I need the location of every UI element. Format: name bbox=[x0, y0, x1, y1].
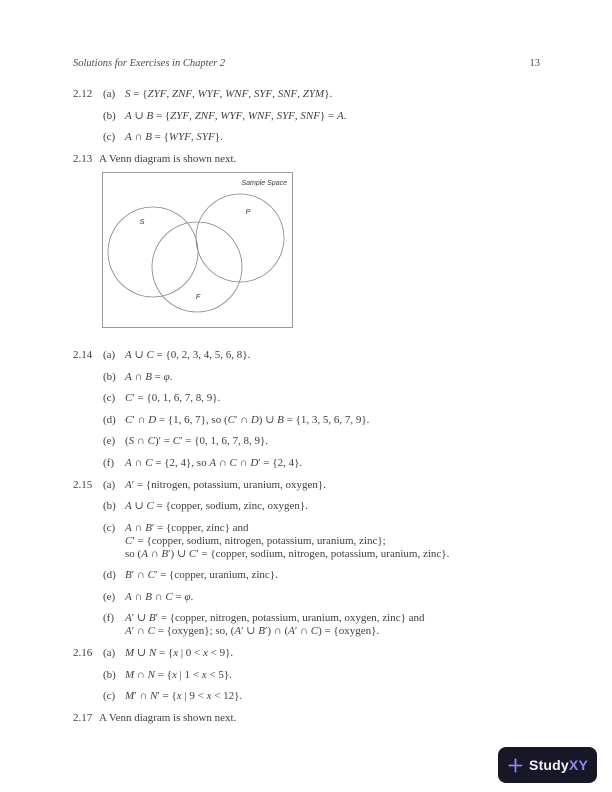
plus-icon bbox=[507, 757, 524, 774]
item-label: (c) bbox=[103, 521, 116, 534]
item-label: (a) bbox=[103, 88, 116, 100]
item-label: (b) bbox=[103, 668, 116, 681]
item-content bbox=[125, 392, 540, 405]
item-label: (f) bbox=[103, 456, 114, 469]
venn-label-p: P bbox=[245, 207, 251, 216]
item-label: (c) bbox=[103, 690, 116, 702]
item-content bbox=[125, 591, 540, 604]
exercise-body bbox=[99, 349, 540, 470]
math-line: B′ ∩ C′ = {copper, uranium, zinc}. bbox=[125, 569, 278, 581]
page-header bbox=[73, 57, 540, 70]
running-header-title: Solutions for Exercises in Chapter 2 bbox=[73, 58, 226, 69]
item-content bbox=[125, 690, 540, 703]
solution-item bbox=[99, 647, 540, 660]
exercise-number: 2.14 bbox=[73, 349, 93, 361]
venn-label-f: F bbox=[195, 292, 201, 301]
math-line: A′ ∪ B′ = {copper, nitrogen, potassium, uranium, oxygen, zinc} and bbox=[125, 612, 425, 624]
item-content bbox=[125, 349, 540, 362]
item-content bbox=[125, 435, 540, 448]
exercise-2.13 bbox=[73, 153, 540, 340]
exercise-number: 2.15 bbox=[73, 478, 93, 491]
solution-item bbox=[99, 669, 540, 682]
item-content bbox=[125, 500, 540, 513]
solution-item bbox=[99, 414, 540, 427]
item-label: (a) bbox=[103, 349, 116, 361]
math-line: so (A ∩ B′) ∪ C′ = {copper, sodium, nitrogen, potassium, uranium, zinc}. bbox=[125, 547, 450, 560]
math-line: M′ ∩ N′ = {x | 9 < x < 12}. bbox=[125, 690, 243, 702]
exercise-body bbox=[99, 88, 540, 144]
exercise-number: 2.13 bbox=[73, 153, 93, 165]
solution-item bbox=[99, 479, 540, 492]
math-line: M ∩ N = {x | 1 < x < 5}. bbox=[125, 668, 232, 681]
solution-item bbox=[99, 457, 540, 470]
venn-diagram-svg bbox=[102, 172, 293, 328]
exercise-body bbox=[99, 479, 540, 639]
item-content bbox=[125, 669, 540, 682]
item-label: (b) bbox=[103, 370, 116, 383]
exercise-body bbox=[99, 712, 540, 725]
math-line: C′ = {0, 1, 6, 7, 8, 9}. bbox=[125, 392, 221, 404]
exercise-2.12 bbox=[73, 88, 540, 144]
exercise-2.16 bbox=[73, 647, 540, 703]
solution-item bbox=[99, 569, 540, 582]
solution-item bbox=[99, 522, 540, 561]
exercise-2.14 bbox=[73, 349, 540, 470]
item-label: (d) bbox=[103, 413, 116, 426]
item-label: (a) bbox=[103, 647, 116, 659]
math-line: A′ ∩ C = {oxygen}; so, (A′ ∪ B′) ∩ (A′ ∩ C) = {oxygen}. bbox=[125, 625, 380, 637]
item-label: (c) bbox=[103, 392, 116, 404]
math-line: M ∪ N = {x | 0 < x < 9}. bbox=[125, 647, 234, 659]
item-content bbox=[125, 647, 540, 660]
solution-item bbox=[99, 591, 540, 604]
item-content bbox=[125, 414, 540, 427]
exercise-2.15 bbox=[73, 479, 540, 639]
item-content bbox=[125, 479, 540, 492]
venn-diagram-figure bbox=[102, 172, 293, 328]
venn-circle-p bbox=[196, 194, 284, 282]
solution-item bbox=[99, 435, 540, 448]
exercise-number: 2.16 bbox=[73, 647, 93, 659]
math-line: A ∩ B = {WYF, SYF}. bbox=[125, 131, 223, 143]
solution-item bbox=[99, 371, 540, 384]
solution-item bbox=[99, 131, 540, 144]
studyxy-logo-badge bbox=[498, 747, 597, 783]
item-content bbox=[125, 131, 540, 144]
venn-label-s: S bbox=[139, 217, 145, 226]
item-content bbox=[125, 569, 540, 582]
math-line: (S ∩ C)′ = C′ = {0, 1, 6, 7, 8, 9}. bbox=[125, 435, 269, 447]
item-label: (b) bbox=[103, 109, 116, 122]
logo-text-xy: XY bbox=[568, 756, 588, 773]
exercise-text: A Venn diagram is shown next. bbox=[99, 153, 237, 165]
item-content bbox=[125, 457, 540, 470]
exercise-list bbox=[73, 88, 540, 725]
solution-item bbox=[99, 349, 540, 362]
item-content bbox=[125, 612, 540, 638]
item-content bbox=[125, 110, 540, 123]
math-line: C′ = {copper, sodium, nitrogen, potassium, uranium, zinc}; bbox=[125, 534, 386, 547]
math-line: A ∩ B = φ. bbox=[125, 370, 173, 383]
math-line: A ∩ C = {2, 4}, so A ∩ C ∩ D′ = {2, 4}. bbox=[125, 456, 303, 469]
solution-item bbox=[99, 110, 540, 123]
item-label: (e) bbox=[103, 435, 116, 447]
venn-circle-s bbox=[108, 207, 198, 297]
item-content bbox=[125, 522, 540, 561]
solution-item bbox=[99, 88, 540, 101]
exercise-body bbox=[99, 647, 540, 703]
page-number: 13 bbox=[529, 58, 540, 69]
sample-space-label: Sample Space bbox=[241, 180, 287, 187]
solution-item bbox=[99, 500, 540, 513]
logo-text-study: Study bbox=[529, 756, 569, 773]
item-label: (f) bbox=[103, 612, 114, 624]
exercise-body bbox=[99, 153, 540, 340]
exercise-number: 2.12 bbox=[73, 88, 93, 100]
exercise-number: 2.17 bbox=[73, 712, 93, 724]
solution-item bbox=[99, 612, 540, 638]
math-line: A ∪ B = {ZYF, ZNF, WYF, WNF, SYF, SNF} = A. bbox=[125, 109, 347, 122]
math-line: A′ = {nitrogen, potassium, uranium, oxygen}. bbox=[125, 478, 326, 491]
math-line: A ∪ C = {0, 2, 3, 4, 5, 6, 8}. bbox=[125, 349, 251, 361]
item-content bbox=[125, 371, 540, 384]
math-line: A ∩ B′ = {copper, zinc} and bbox=[125, 521, 249, 534]
item-label: (e) bbox=[103, 590, 116, 603]
math-line: C′ ∩ D = {1, 6, 7}, so (C′ ∩ D) ∪ B = {1, 3, 5, 6, 7, 9}. bbox=[125, 413, 370, 426]
item-label: (b) bbox=[103, 500, 116, 512]
solution-item bbox=[99, 690, 540, 703]
math-line: A ∩ B ∩ C = φ. bbox=[125, 590, 194, 603]
item-label: (c) bbox=[103, 131, 116, 143]
math-line: S = {ZYF, ZNF, WYF, WNF, SYF, SNF, ZYM}. bbox=[125, 88, 333, 100]
math-line: A ∪ C = {copper, sodium, zinc, oxygen}. bbox=[125, 500, 308, 512]
item-label: (d) bbox=[103, 569, 116, 581]
item-content bbox=[125, 88, 540, 101]
item-label: (a) bbox=[103, 478, 116, 491]
solution-item bbox=[99, 392, 540, 405]
exercise-2.17 bbox=[73, 712, 540, 725]
exercise-text: A Venn diagram is shown next. bbox=[99, 712, 237, 724]
